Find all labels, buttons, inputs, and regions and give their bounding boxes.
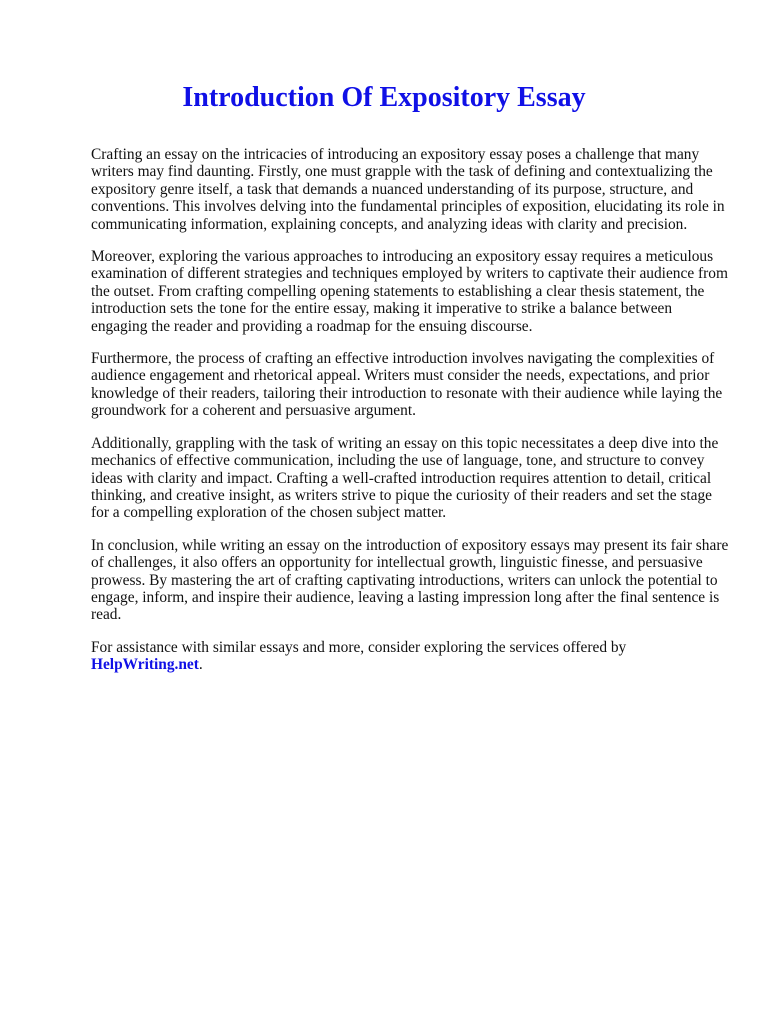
essay-body [91, 146, 731, 689]
paragraph-2: Moreover, exploring the various approaches to introducing an expository essay requires a meticulous examination of different strategies and techniques employed by writers to captivate their audience from the outset. From crafting compelling opening statements to establishing a clear thesis statement, the introduction sets the tone for the entire essay, making it imperative to strike a balance between engaging the reader and providing a roadmap for the ensuing discourse. [91, 248, 728, 335]
closing-text: For assistance with similar essays and more, consider exploring the services offered by [91, 638, 627, 656]
helpwriting-link[interactable]: HelpWriting.net [91, 656, 199, 674]
paragraph-4: Additionally, grappling with the task of writing an essay on this topic necessitates a deep dive into the mechanics of effective communication, including the use of language, tone, and structure to convey ideas with clarity and impact. Crafting a well-crafted introduction requires attention to detail, critical thinking, and creative insight, as writers strive to pique the curiosity of their readers and set the stage for a compelling exploration of the chosen subject matter. [91, 434, 719, 522]
paragraph-3: Furthermore, the process of crafting an effective introduction involves navigating the complexities of audience engagement and rhetorical appeal. Writers must consider the needs, expectations, and prior knowledge of their readers, tailoring their introduction to resonate with their audience while laying the groundwork for a coherent and persuasive argument. [91, 350, 723, 420]
closing-paragraph [91, 639, 731, 674]
paragraph-5: In conclusion, while writing an essay on the introduction of expository essays may present its fair share of challenges, it also offers an opportunity for intellectual growth, linguistic finesse, and persuasive prowess. By mastering the art of crafting captivating introductions, writers can unlock the potential to engage, inform, and inspire their audience, leaving a lasting impression long after the final sentence is read. [91, 536, 729, 624]
paragraph-1: Crafting an essay on the intricacies of introducing an expository essay poses a challenge that many writers may find daunting. Firstly, one must grapple with the task of defining and contextualizing the expository genre itself, a task that demands a nuanced understanding of its purpose, structure, and conventions. This involves delving into the fundamental principles of exposition, elucidating its role in communicating information, explaining concepts, and analyzing ideas with clarity and precision. [91, 146, 725, 233]
page-title: Introduction Of Expository Essay [182, 82, 586, 113]
closing-period: . [198, 656, 203, 674]
